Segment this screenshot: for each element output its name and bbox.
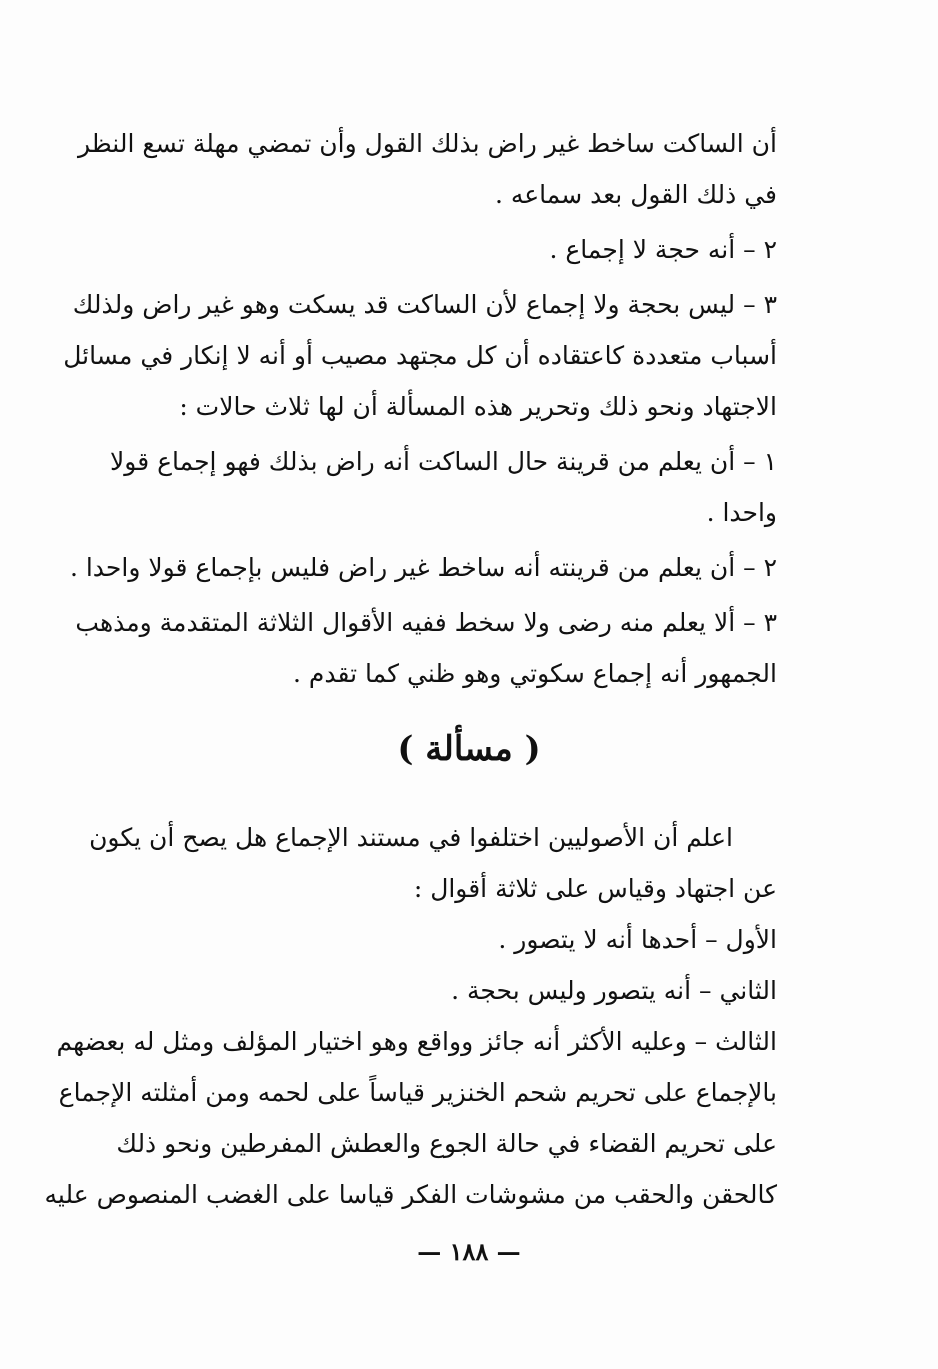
text-line: ٣ – ألا يعلم منه رضى ولا سخط ففيه الأقوال الثلاثة المتقدمة ومذهب: [75, 608, 777, 637]
text-block-bottom: [44, 812, 777, 1220]
text-line: ٢ – أنه حجة لا إجماع .: [549, 235, 777, 264]
text-line: الثالث – وعليه الأكثر أنه جائز وواقع وهو اختيار المؤلف ومثل له بعضهم: [56, 1027, 777, 1056]
text-line: واحدا .: [706, 498, 777, 527]
text-line: ٣ – ليس بحجة ولا إجماع لأن الساكت قد يسكت وهو غير راض ولذلك: [72, 290, 777, 319]
text-line: كالحقن والحقب من مشوشات الفكر قياسا على الغضب المنصوص عليه: [44, 1180, 777, 1209]
text-line: أن الساكت ساخط غير راض بذلك القول وأن تمضي مهلة تسع النظر: [78, 129, 777, 158]
text-line: على تحريم القضاء في حالة الجوع والعطش المفرطين ونحو ذلك: [116, 1129, 777, 1158]
text-line: عن اجتهاد وقياس على ثلاثة أقوال :: [413, 874, 777, 903]
text-line: الجمهور أنه إجماع سكوتي وهو ظني كما تقدم .: [293, 659, 777, 688]
text-line: الاجتهاد ونحو ذلك وتحرير هذه المسألة أن لها ثلاث حالات :: [179, 392, 777, 421]
text-block-top: [63, 118, 777, 699]
text-line: ١ – أن يعلم من قرينة حال الساكت أنه راض بذلك فهو إجماع قولا: [110, 447, 777, 476]
text-line: اعلم أن الأصوليين اختلفوا في مستند الإجماع هل يصح أن يكون: [89, 823, 733, 852]
text-line: ٢ – أن يعلم من قرينته أنه ساخط غير راض فليس بإجماع قولا واحدا .: [69, 553, 777, 582]
text-line: بالإجماع على تحريم شحم الخنزير قياساً على لحمه ومن أمثلته الإجماع: [58, 1078, 777, 1107]
text-line: الأول – أحدها أنه لا يتصور .: [498, 925, 777, 954]
page-number: — ١٨٨ —: [417, 1237, 521, 1266]
section-heading: ( مسألة ): [397, 729, 541, 769]
text-line: في ذلك القول بعد سماعه .: [494, 180, 777, 209]
text-line: أسباب متعددة كاعتقاده أن كل مجتهد مصيب أو أنه لا إنكار في مسائل: [63, 341, 777, 370]
text-line: الثاني – أنه يتصور وليس بحجة .: [451, 976, 777, 1005]
